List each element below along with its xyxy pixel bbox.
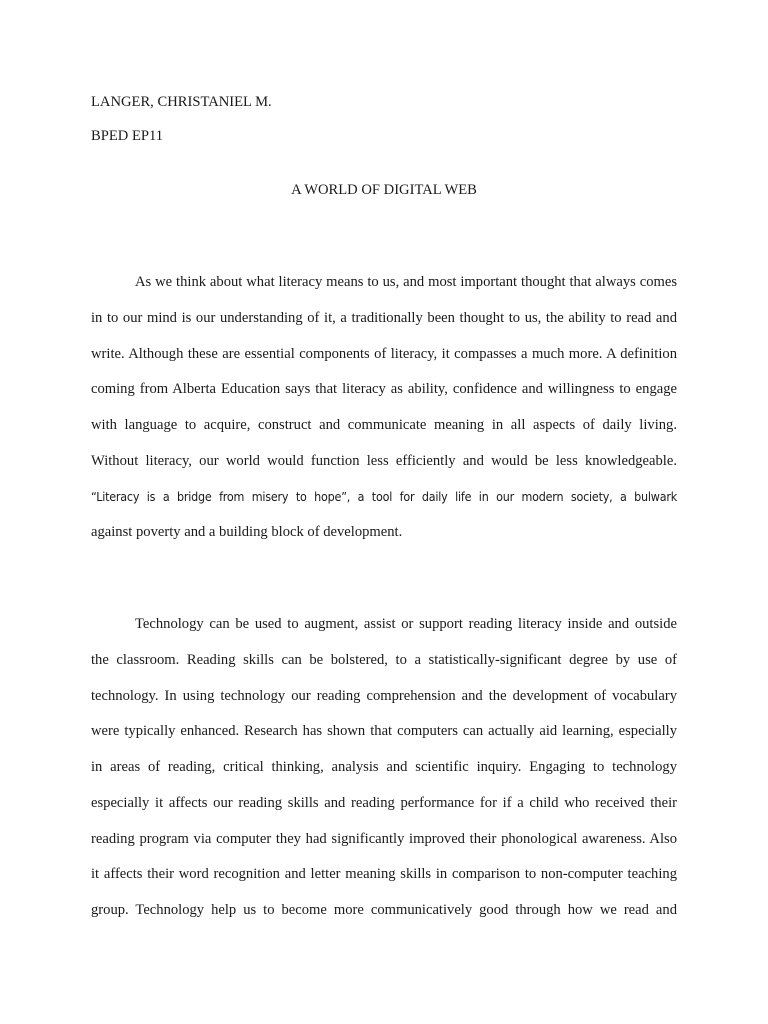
paragraph-line: Technology can be used to augment, assist or support reading literacy inside and outside <box>135 616 677 632</box>
paragraph-line: it affects their word recognition and letter meaning skills in comparison to non-computer teaching <box>91 866 677 883</box>
paragraph-line: As we think about what literacy means to us, and most important thought that always comes <box>135 274 677 290</box>
paragraph-line: in areas of reading, critical thinking, analysis and scientific inquiry. Engaging to technology <box>91 759 677 775</box>
course-code: BPED EP11 <box>91 128 164 144</box>
paragraph-line: especially it affects our reading skills and reading performance for if a child who received their <box>91 794 677 811</box>
paragraph-literacy <box>91 273 677 559</box>
author-name: LANGER, CHRISTANIEL M. <box>91 94 272 110</box>
document-title: A WORLD OF DIGITAL WEB <box>291 182 477 198</box>
paragraph-line: against poverty and a building block of development. <box>91 524 403 541</box>
paragraph-line: technology. In using technology our reading comprehension and the development of vocabulary <box>91 687 677 704</box>
paragraph-line: in to our mind is our understanding of it, a traditionally been thought to us, the ability to read and <box>91 309 677 326</box>
paragraph-technology <box>91 615 677 937</box>
paragraph-line: were typically enhanced. Research has shown that computers can actually aid learning, especially <box>91 723 677 740</box>
paragraph-line: write. Although these are essential components of literacy, it compasses a much more. A definition <box>91 345 677 362</box>
paragraph-line: group. Technology help us to become more communicatively good through how we read and <box>91 902 677 918</box>
paragraph-line-quote: “Literacy is a bridge from misery to hope”, a tool for daily life in our modern society, a bulwark <box>91 488 677 504</box>
paragraph-line: the classroom. Reading skills can be bolstered, to a statistically-significant degree by use of <box>91 651 677 668</box>
paragraph-line: reading program via computer they had significantly improved their phonological awareness. Also <box>91 830 677 847</box>
paragraph-line: Without literacy, our world would function less efficiently and would be less knowledgeable. <box>91 452 677 469</box>
paragraph-line: with language to acquire, construct and communicate meaning in all aspects of daily living. <box>91 417 677 433</box>
paragraph-line: coming from Alberta Education says that literacy as ability, confidence and willingness to engage <box>91 381 677 398</box>
